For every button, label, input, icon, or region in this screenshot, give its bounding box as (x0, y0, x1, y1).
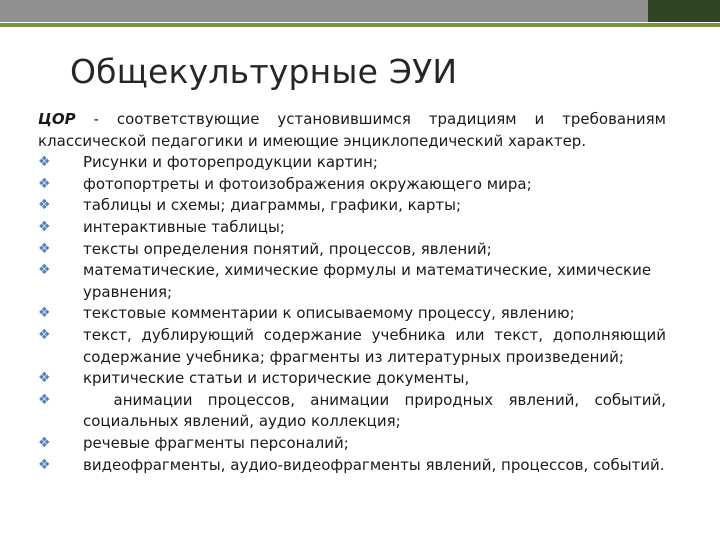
list-item (38, 390, 671, 433)
bullet-list (38, 152, 671, 476)
list-item-text: видеофрагменты, аудио-видеофрагменты явлений, процессов, событий. (83, 455, 665, 474)
diamond-bullet-icon: ❖ (38, 197, 51, 214)
diamond-bullet-icon: ❖ (38, 434, 51, 451)
diamond-bullet-icon: ❖ (38, 175, 51, 192)
list-item-text: текст, дублирующий содержание учебника или текст, дополняющий содержание учебника; фрагменты из литературных произведений; (83, 325, 666, 366)
list-item (38, 455, 666, 477)
intro-text: - соответствующие установившимся традициям и требованиям классической педагогики и имеющие энциклопедический характер. (38, 110, 666, 150)
list-item (38, 433, 666, 455)
list-item (38, 195, 666, 217)
slide-content (38, 109, 671, 476)
list-item-text: речевые фрагменты персоналий; (83, 433, 349, 452)
slide-title: Общекультурные ЭУИ (70, 52, 458, 91)
diamond-bullet-icon: ❖ (38, 154, 51, 171)
list-item (38, 174, 666, 196)
list-item (38, 239, 666, 261)
diamond-bullet-icon: ❖ (38, 262, 51, 279)
top-bar-gray (0, 0, 648, 22)
list-item-text: фотопортреты и фотоизображения окружающего мира; (83, 174, 532, 193)
diamond-bullet-icon: ❖ (38, 326, 51, 343)
list-item-text: анимации процессов, анимации природных явлений, событий, социальных явлений, аудио коллекция; (83, 390, 671, 431)
list-item-text: текстовые комментарии к описываемому процессу, явлению; (83, 304, 575, 323)
list-item-text: интерактивные таблицы; (83, 217, 285, 236)
intro-term: ЦОР (38, 110, 76, 128)
list-item-text: математические, химические формулы и математические, химические уравнения; (83, 261, 652, 301)
top-decoration-band (0, 0, 720, 28)
list-item (38, 325, 666, 368)
list-item (38, 368, 666, 390)
list-item (38, 260, 666, 303)
list-item-text: таблицы и схемы; диаграммы, графики, карты; (83, 196, 462, 215)
diamond-bullet-icon: ❖ (38, 305, 51, 322)
diamond-bullet-icon: ❖ (38, 456, 51, 473)
list-item (38, 217, 666, 239)
diamond-bullet-icon: ❖ (38, 370, 51, 387)
diamond-bullet-icon: ❖ (38, 240, 51, 257)
diamond-bullet-icon: ❖ (38, 218, 51, 235)
list-item-text: тексты определения понятий, процессов, явлений; (83, 239, 492, 258)
intro-paragraph (38, 109, 666, 152)
list-item-text: критические статьи и исторические документы, (83, 369, 470, 388)
list-item-text: Рисунки и фоторепродукции картин; (83, 153, 378, 172)
top-bar-dark-green (648, 0, 720, 22)
list-item (38, 303, 666, 325)
list-item (38, 152, 666, 174)
diamond-bullet-icon: ❖ (38, 391, 51, 408)
top-bar-accent-line (0, 23, 720, 27)
